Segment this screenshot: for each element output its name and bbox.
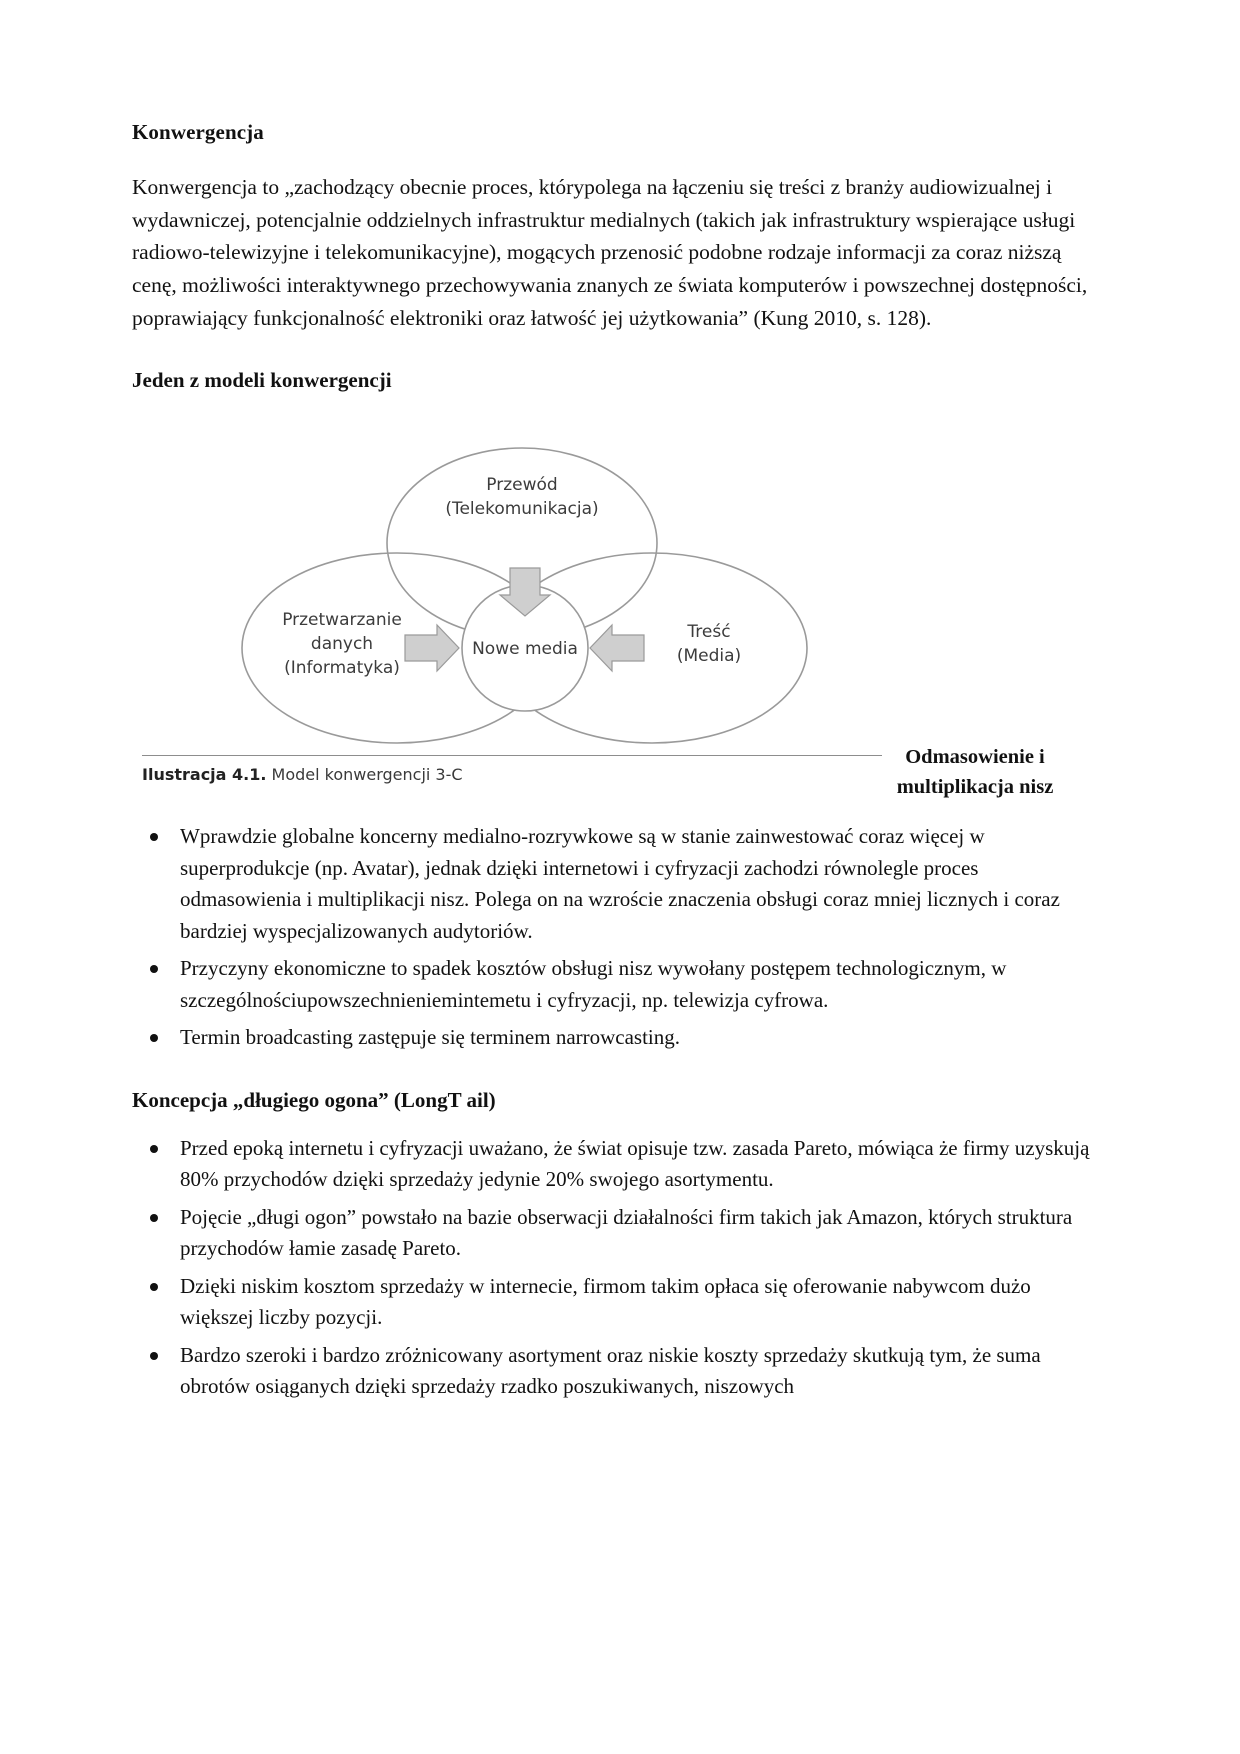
model-heading: Jeden z modeli konwergencji <box>132 368 392 393</box>
figure-divider <box>142 755 882 756</box>
page-title: Konwergencja <box>132 120 264 144</box>
label-informatics-line2: danych <box>310 634 374 655</box>
list-item: Wprawdzie globalne koncerny medialno-rozrywkowe są w stanie zainwestować coraz więcej w superprodukcje (np. Avatar), jednak dzięki internetowi i cyfryzacji zachodzi równolegle proces odmasowienia i multiplikacji nisz. Polega on na wzroście znaczenia obsługi coraz mniej licznych i coraz bardziej wyspecjalizowanych audytoriów. <box>132 821 1095 947</box>
side-heading: Odmasowienie i multiplikacja nisz <box>896 746 1054 799</box>
label-informatics-line3: (Informatyka) <box>284 658 400 679</box>
figure-caption <box>142 765 882 784</box>
bullet-list-longtail <box>132 1133 1095 1403</box>
bullet-list-demassification <box>132 821 1095 1054</box>
list-item: Termin broadcasting zastępuje się terminem narrowcasting. <box>132 1022 1095 1054</box>
list-item: Pojęcie „długi ogon” powstało na bazie obserwacji działalności firm takich jak Amazon, których struktura przychodów łamie zasadę Pareto. <box>132 1202 1095 1265</box>
list-item: Dzięki niskim kosztom sprzedaży w internecie, firmom takim opłaca się oferowanie nabywcom dużo większej liczby pozycji. <box>132 1271 1095 1334</box>
arrow-right-icon <box>405 625 459 671</box>
figure-block <box>132 413 1095 813</box>
label-content-line2: (Media) <box>676 646 742 667</box>
arrow-left-icon <box>590 625 644 671</box>
figure-caption-number: Ilustracja 4.1. <box>142 765 267 785</box>
label-new-media: Nowe media <box>472 639 578 660</box>
longtail-heading: Koncepcja „długiego ogona” (LongT ail) <box>132 1087 496 1112</box>
list-item: Przyczyny ekonomiczne to spadek kosztów obsługi nisz wywołany postępem technologicznym, w szczególnościupowszechnieniemintemetu i cyfryzacji, np. telewizja cyfrowa. <box>132 953 1095 1016</box>
convergence-diagram <box>132 413 912 763</box>
label-informatics-line1: Przetwarzanie <box>282 610 402 631</box>
intro-paragraph: Konwergencja to „zachodzący obecnie proces, którypolega na łączeniu się treści z branży audiowizualnej i wydawniczej, potencjalnie oddzielnych infrastruktur medialnych (takich jak infrastruktury wspierające usługi radiowo-telewizyjne i telekomunikacyjne), mogących przenosić podobne rodzaje informacji za coraz niższą cenę, możliwości interaktywnego przechowywania znanych ze świata komputerów i powszechnej dostępności, poprawiający funkcjonalność elektroniki oraz łatwość jej użytkowania” (Kung 2010, s. 128). <box>132 175 1088 330</box>
list-item: Bardzo szeroki i bardzo zróżnicowany asortyment oraz niskie koszty sprzedaży skutkują tym, że suma obrotów osiąganych dzięki sprzedaży rzadko poszukiwanych, niszowych <box>132 1340 1095 1403</box>
label-content-line1: Treść <box>687 622 731 643</box>
list-item: Przed epoką internetu i cyfryzacji uważano, że świat opisuje tzw. zasada Pareto, mówiąca że firmy uzyskują 80% przychodów dzięki sprzedaży jedynie 20% swojego asortymentu. <box>132 1133 1095 1196</box>
figure-caption-text: Model konwergencji 3-C <box>266 765 463 785</box>
label-telecom-line2: (Telekomunikacja) <box>445 499 599 520</box>
label-telecom-line1: Przewód <box>486 475 558 496</box>
